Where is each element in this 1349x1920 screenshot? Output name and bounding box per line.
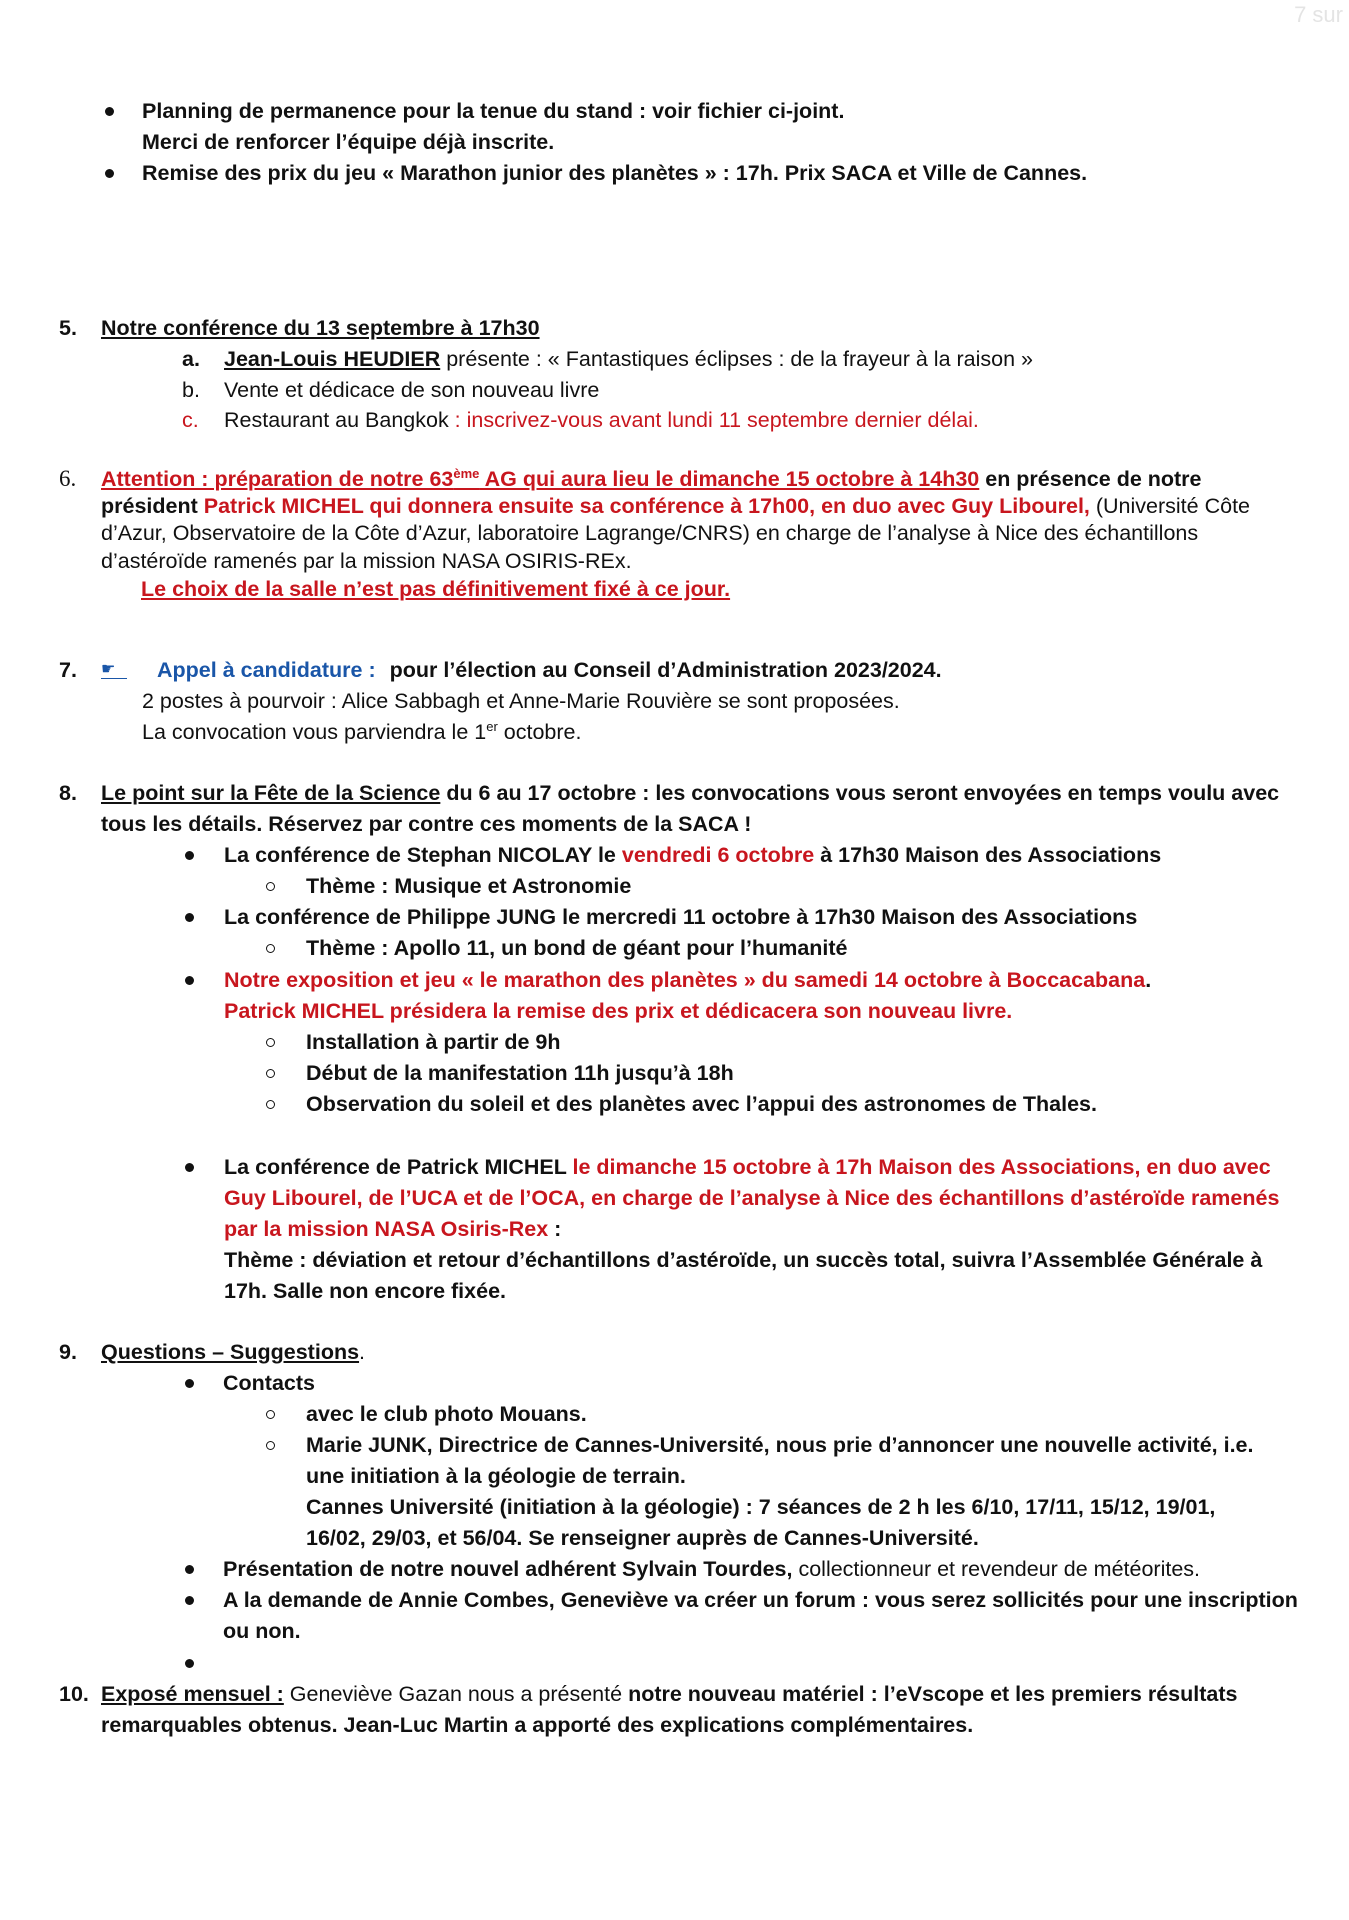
event-nicolay: La conférence de Stephan NICOLAY le vendredi 6 octobre à 17h30 Maison des Associations [224, 843, 1162, 867]
event-michel-line-3: par la mission NASA Osiris-Rex : [224, 1217, 562, 1241]
bullet [185, 976, 194, 985]
contacts-label: Contacts [223, 1371, 315, 1395]
contact-junk-line-4: 16/02, 29/03, et 56/04. Se renseigner auprès de Cannes-Université. [306, 1526, 979, 1550]
event-exhibition: Notre exposition et jeu « le marathon des planètes » du samedi 14 octobre à Boccacabana. [224, 968, 1152, 992]
section-5-item-a [224, 346, 1033, 372]
event-jung: La conférence de Philippe JUNG le mercredi 11 octobre à 17h30 Maison des Associations [224, 905, 1138, 929]
forum-note: A la demande de Annie Combes, Geneviève va créer un forum : vous serez sollicités pour une inscription [223, 1588, 1298, 1612]
prize-line: Remise des prix du jeu « Marathon junior des planètes » : 17h. Prix SACA et Ville de Cannes. [142, 161, 1088, 185]
circle-bullet [266, 882, 275, 891]
bullet [185, 1163, 194, 1172]
contact-junk-line-3: Cannes Université (initiation à la géologie) : 7 séances de 2 h les 6/10, 17/11, 15/12, 19/01, [306, 1495, 1216, 1519]
event-michel: La conférence de Patrick MICHEL le dimanche 15 octobre à 17h Maison des Associations, en duo avec [224, 1155, 1271, 1179]
list-label: b. [182, 378, 200, 402]
bullet [105, 169, 114, 178]
section-8-line-1: Le point sur la Fête de la Science du 6 au 17 octobre : les convocations vous seront envoyées en temps voulu avec [101, 781, 1280, 805]
circle-bullet [266, 944, 275, 953]
event-theme: Thème : Musique et Astronomie [306, 874, 632, 898]
section-6-line-4: d’astéroïde ramenés par la mission NASA OSIRIS-REx. [101, 549, 632, 573]
circle-bullet [266, 1410, 275, 1419]
event-michel-theme: Thème : déviation et retour d’échantillons d’astéroïde, un succès total, suivra l’Assemblée Générale à [224, 1248, 1263, 1272]
section-5-title: Notre conférence du 13 septembre à 17h30 [101, 316, 540, 340]
new-member: Présentation de notre nouvel adhérent Sylvain Tourdes, collectionneur et revendeur de météorites. [223, 1557, 1201, 1581]
list-label: a. [182, 347, 200, 371]
circle-bullet [266, 1441, 275, 1450]
bullet [185, 1565, 194, 1574]
bullet [185, 1596, 194, 1605]
bullet [105, 107, 114, 116]
section-6-line-1 [101, 466, 1202, 492]
section-number: 8. [59, 781, 77, 805]
section-number: 7. [59, 658, 77, 682]
section-7-line-1 [101, 657, 942, 683]
section-5-item-c [224, 407, 979, 433]
event-michel-line-2: Guy Libourel, de l’UCA et de l’OCA, en charge de l’analyse à Nice des échantillons d’astéroïde ramenés [224, 1186, 1280, 1210]
contact-junk-line-2: une initiation à la géologie de terrain. [306, 1464, 686, 1488]
contact-photo-club: avec le club photo Mouans. [306, 1402, 587, 1426]
election-note: pour l’élection au Conseil d’Administration 2023/2024. [389, 658, 942, 682]
section-number: 6. [59, 466, 77, 491]
exhibition-detail: Installation à partir de 9h [306, 1030, 561, 1054]
call-for-candidates: Appel à candidature : [157, 658, 376, 682]
item-text: présente : « Fantastiques éclipses : de la frayeur à la raison » [440, 347, 1034, 371]
planning-line: Planning de permanence pour la tenue du stand : voir fichier ci-joint. [142, 99, 845, 123]
list-label: c. [182, 408, 199, 432]
circle-bullet [266, 1069, 275, 1078]
forum-note-line-2: ou non. [223, 1619, 301, 1643]
exhibition-detail: Observation du soleil et des planètes avec l’appui des astronomes de Thales. [306, 1092, 1097, 1116]
event-exhibition-note: Patrick MICHEL présidera la remise des prix et dédicacera son nouveau livre. [224, 999, 1013, 1023]
circle-bullet [266, 1100, 275, 1109]
bullet [185, 913, 194, 922]
ag-announcement: Attention : préparation de notre 63ème AG qui aura lieu le dimanche 15 octobre à 14h30 [101, 465, 980, 491]
conference-note: Patrick MICHEL qui donnera ensuite sa conférence à 17h00, en duo avec Guy Libourel, [203, 494, 1090, 518]
event-theme: Thème : Apollo 11, un bond de géant pour l’humanité [306, 936, 848, 960]
section-9-title: Questions – Suggestions. [101, 1340, 366, 1364]
section-8-line-2: tous les détails. Réservez par contre ces moments de la SACA ! [101, 812, 752, 836]
event-date: vendredi 6 octobre [621, 843, 815, 867]
section-7-line-3: La convocation vous parviendra le 1er octobre. [142, 718, 582, 744]
section-number: 10. [59, 1682, 89, 1706]
page-number-watermark: 7 sur [1294, 2, 1343, 27]
section-10-title: Exposé mensuel : [101, 1682, 284, 1706]
section-6-line-2: président Patrick MICHEL qui donnera ensuite sa conférence à 17h00, en duo avec Guy Libourel, (Université Côte [101, 494, 1250, 518]
pointing-hand-icon: ☛ [101, 662, 127, 679]
bullet [185, 1379, 194, 1388]
exhibition-detail: Début de la manifestation 11h jusqu’à 18h [306, 1061, 734, 1085]
section-5-item-b: Vente et dédicace de son nouveau livre [224, 378, 600, 402]
section-number: 9. [59, 1340, 77, 1364]
item-text: Restaurant au Bangkok [224, 408, 449, 432]
speaker-name: Jean-Louis HEUDIER [224, 347, 441, 371]
section-10-line-2: remarquables obtenus. Jean-Luc Martin a apporté des explications complémentaires. [101, 1713, 974, 1737]
section-8-title: Le point sur la Fête de la Science [101, 781, 441, 805]
contact-junk: Marie JUNK, Directrice de Cannes-Université, nous prie d’annoncer une nouvelle activité, i.e. [306, 1433, 1254, 1457]
section-6-line-3: d’Azur, Observatoire de la Côte d’Azur, laboratoire Lagrange/CNRS) en charge de l’analyse à Nice des échantillons [101, 521, 1199, 545]
section-6-room-note: Le choix de la salle n’est pas définitivement fixé à ce jour. [141, 577, 731, 601]
bullet [185, 851, 194, 860]
line-tail: en présence de notre [979, 467, 1202, 491]
section-7-line-2: 2 postes à pourvoir : Alice Sabbagh et Anne-Marie Rouvière se sont proposées. [142, 689, 900, 713]
circle-bullet [266, 1038, 275, 1047]
section-number: 5. [59, 316, 77, 340]
event-michel-theme-2: 17h. Salle non encore fixée. [224, 1279, 506, 1303]
section-10-line-1: Exposé mensuel : Geneviève Gazan nous a présenté notre nouveau matériel : l’eVscope et les premiers résultats [101, 1682, 1238, 1706]
bullet [185, 1659, 194, 1668]
planning-line-2: Merci de renforcer l’équipe déjà inscrite. [142, 130, 555, 154]
item-note: : inscrivez-vous avant lundi 11 septembre dernier délai. [448, 408, 979, 432]
